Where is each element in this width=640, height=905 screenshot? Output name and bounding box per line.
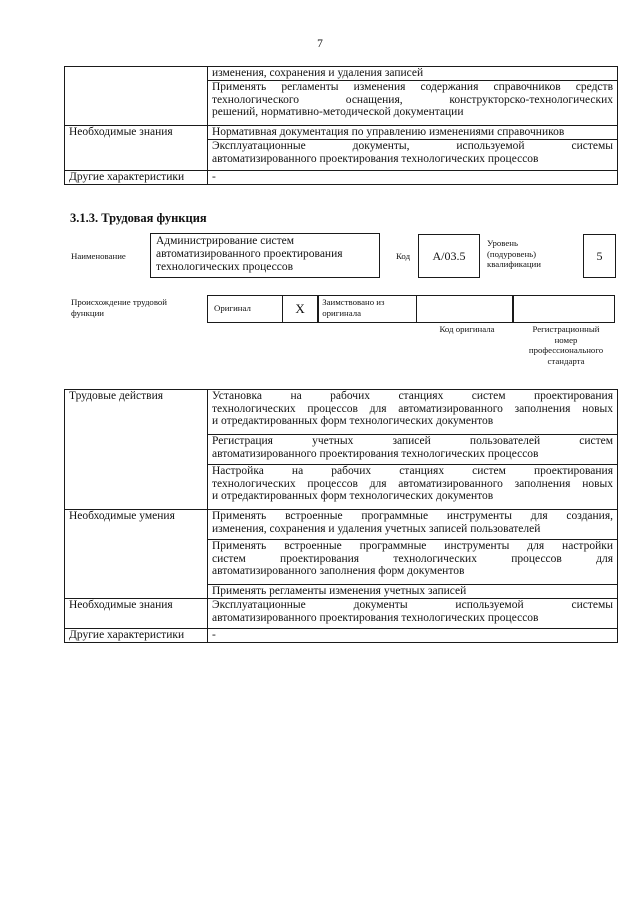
name-label: Наименование: [71, 251, 126, 261]
text-line: и отредактированных форм технологических документов: [212, 415, 494, 428]
row-content: [208, 510, 618, 540]
text-line: автоматизированного заполнения форм документов: [212, 565, 465, 578]
text-line: -: [212, 629, 216, 641]
row-content: [208, 540, 618, 585]
text-line: технологических процессов для автоматизированного заполнения новых: [212, 402, 613, 415]
text-line: Применять встроенные программные инструменты для создания,: [212, 510, 613, 522]
row-content: [208, 599, 618, 629]
code-label: Код: [396, 251, 411, 261]
text-line: Заимствовано из: [322, 297, 385, 307]
section-heading: 3.1.3. Трудовая функция: [70, 211, 207, 225]
text-line: технологического оснащения, конструкторско-технологических: [212, 93, 613, 106]
row-content: [208, 81, 618, 126]
function-name-box: [150, 233, 380, 278]
text-line: Применять встроенные программные инструменты для настройки: [212, 540, 613, 552]
function-table: [64, 389, 618, 643]
origin-row: [207, 295, 616, 323]
row-label: Необходимые знания: [65, 126, 208, 171]
text-line: автоматизированного проектирования технологических процессов: [212, 152, 539, 165]
continuation-table: [64, 66, 618, 185]
row-label: Трудовые действия: [65, 390, 208, 510]
text-line: Происхождение трудовой: [71, 297, 168, 307]
text-line: функции: [71, 307, 104, 318]
row-content: [208, 140, 618, 171]
text-line: изменения, сохранения и удаления записей: [212, 67, 424, 79]
text-line: автоматизированного проектирования технологических процессов: [212, 447, 539, 460]
text-line: Установка на рабочих станциях систем проектирования: [212, 390, 613, 402]
row-label: Другие характеристики: [65, 171, 208, 185]
text-line: квалификации: [487, 259, 541, 269]
text-line: автоматизированного проектирования: [156, 248, 343, 260]
row-content: [208, 171, 618, 185]
text-line: Регистрация учетных записей пользователей систем: [212, 435, 613, 447]
qualification-level-box: [583, 234, 616, 278]
original-label: Оригинал: [214, 303, 251, 313]
text-line: номер: [554, 334, 578, 345]
table-row: [65, 510, 618, 540]
borrowed-label: [318, 296, 416, 318]
table-row: [65, 171, 618, 185]
table-row: [65, 67, 618, 81]
original-code-cell: [416, 295, 514, 323]
row-content: [208, 435, 618, 465]
text-line: Уровень: [487, 238, 518, 248]
table-row: [65, 599, 618, 629]
text-line: Регистрационный: [532, 324, 600, 334]
text-line: Эксплуатационные документы используемой системы: [212, 599, 613, 611]
row-content: [208, 465, 618, 510]
row-content: [208, 629, 618, 643]
text-line: стандарта: [547, 355, 585, 366]
text-line: -: [212, 171, 216, 183]
row-label: Необходимые знания: [65, 599, 208, 629]
text-line: автоматизированного проектирования технологических процессов: [212, 611, 539, 624]
qualification-level: 5: [596, 248, 603, 263]
table-row: [65, 629, 618, 643]
text-line: решений, нормативно-методической документации: [212, 106, 464, 119]
code-caption: Код оригинала: [439, 324, 495, 334]
level-label: [487, 238, 541, 270]
text-line: оригинала: [322, 307, 362, 318]
text-line: (подуровень): [487, 248, 537, 259]
row-content: [208, 390, 618, 435]
registration-caption: [512, 324, 620, 366]
page-number: 7: [317, 38, 323, 50]
row-label: Другие характеристики: [65, 629, 208, 643]
text-line: Администрирование систем: [156, 235, 295, 247]
row-label: [65, 67, 208, 126]
borrowed-cell: [317, 295, 417, 323]
registration-number-cell: [512, 295, 615, 323]
row-content: [208, 585, 618, 599]
original-mark: X: [295, 301, 305, 316]
function-code: A/03.5: [432, 248, 466, 263]
text-line: изменения, сохранения и удаления учетных записей пользователей: [212, 522, 541, 535]
text-line: технологических процессов: [156, 261, 294, 273]
text-line: Нормативная документация по управлению изменениями справочников: [212, 126, 565, 138]
row-content: [208, 126, 618, 140]
text-line: Применять регламенты изменения учетных записей: [212, 585, 467, 597]
text-line: и отредактированных форм технологических документов: [212, 490, 494, 503]
table-row: [65, 390, 618, 435]
text-line: Эксплуатационные документы, используемой системы: [212, 140, 613, 152]
text-line: Применять регламенты изменения содержания справочников средств: [212, 81, 613, 93]
original-cell: [207, 295, 283, 323]
table-row: [65, 126, 618, 140]
origin-label: [71, 297, 167, 318]
text-line: Настройка на рабочих станциях систем проектирования: [212, 465, 613, 477]
row-label: Необходимые умения: [65, 510, 208, 599]
original-mark-cell: [282, 295, 319, 323]
row-content: [208, 67, 618, 81]
function-code-box: [418, 234, 480, 278]
text-line: профессионального: [528, 345, 604, 355]
text-line: технологических процессов для автоматизированного заполнения новых: [212, 477, 613, 490]
text-line: систем проектирования технологических процессов для: [212, 552, 613, 565]
